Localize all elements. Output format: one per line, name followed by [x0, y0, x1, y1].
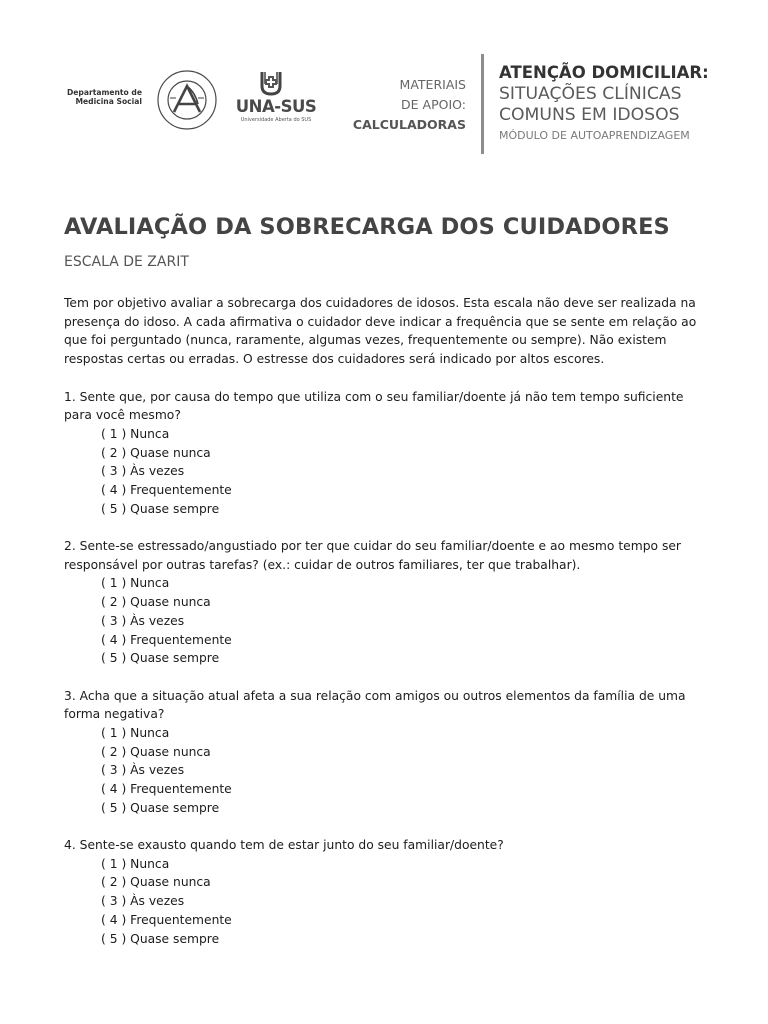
module-line-1: SITUAÇÕES CLÍNICAS — [499, 84, 682, 104]
module-title: ATENÇÃO DOMICILIAR: — [499, 63, 709, 82]
unasus-name: UNA-SUS — [235, 97, 317, 116]
answer-option: ( 1 ) Nunca — [101, 725, 170, 740]
answer-option: ( 4 ) Frequentemente — [101, 912, 232, 927]
answer-options — [64, 855, 714, 948]
unasus-logo — [234, 70, 318, 128]
question-text: 2. Sente-se estressado/angustiado por ter que cuidar do seu familiar/doente e ao mesmo tempo ser responsável por outras tarefas? (ex.: cuidar de outros familiares, ter que trabalhar). — [64, 539, 681, 572]
answer-option: ( 4 ) Frequentemente — [101, 482, 232, 497]
module-line-2: COMUNS EM IDOSOS — [499, 105, 680, 125]
answer-option: ( 2 ) Quase nunca — [101, 875, 211, 890]
ufpel-seal-logo — [152, 68, 222, 132]
question-text: 3. Acha que a situação atual afeta a sua relação com amigos ou outros elementos da família de uma forma negativa? — [64, 688, 686, 722]
answer-option: ( 5 ) Quase sempre — [101, 800, 220, 815]
materials-line-3: CALCULADORAS — [352, 117, 466, 132]
answer-options — [64, 425, 714, 518]
question-2 — [64, 537, 714, 668]
document-header — [0, 0, 768, 170]
question-3 — [64, 687, 714, 818]
answer-option: ( 3 ) Às vezes — [101, 763, 185, 778]
answer-option: ( 3 ) Às vezes — [101, 464, 185, 479]
answer-option: ( 4 ) Frequentemente — [101, 782, 232, 797]
answer-option: ( 5 ) Quase sempre — [101, 931, 220, 946]
question-4 — [64, 836, 714, 948]
answer-option: ( 1 ) Nunca — [101, 426, 170, 441]
answer-option: ( 2 ) Quase nunca — [101, 744, 211, 759]
question-text: 1. Sente que, por causa do tempo que utiliza com o seu familiar/doente já não tem tempo suficiente para você mesmo? — [64, 389, 684, 423]
answer-option: ( 3 ) Às vezes — [101, 894, 185, 909]
materials-line-2: DE APOIO: — [401, 97, 466, 112]
question-1 — [64, 388, 714, 519]
department-label: Departamento de Medicina Social — [66, 88, 142, 106]
answer-option: ( 5 ) Quase sempre — [101, 501, 220, 516]
answer-option: ( 1 ) Nunca — [101, 856, 170, 871]
answer-option: ( 3 ) Às vezes — [101, 613, 185, 628]
answer-option: ( 2 ) Quase nunca — [101, 595, 211, 610]
intro-paragraph: Tem por objetivo avaliar a sobrecarga dos cuidadores de idosos. Esta escala não deve ser realizada na presença do idoso. A cada afirmativa o cuidador deve indicar a frequência que se sente em relação ao que foi perguntado (nunca, raramente, algumas vezes, frequentemente ou sempre). Não existem respostas certas ou erradas. O estresse dos cuidadores será indicado por altos escores. — [64, 296, 697, 367]
header-divider — [481, 54, 484, 154]
answer-option: ( 4 ) Frequentemente — [101, 632, 232, 647]
materials-line-1: MATERIAIS — [399, 77, 466, 92]
question-text: 4. Sente-se exausto quando tem de estar junto do seu familiar/doente? — [64, 838, 504, 853]
support-materials-label — [330, 75, 466, 135]
document-body — [64, 294, 714, 967]
answer-option: ( 2 ) Quase nunca — [101, 445, 211, 460]
page-title: AVALIAÇÃO DA SOBRECARGA DOS CUIDADORES — [64, 214, 670, 240]
page-subtitle: ESCALA DE ZARIT — [64, 254, 189, 270]
answer-option: ( 5 ) Quase sempre — [101, 651, 220, 666]
module-title-block — [499, 62, 761, 144]
answer-options — [64, 724, 714, 817]
module-subtitle: MÓDULO DE AUTOAPRENDIZAGEM — [499, 129, 690, 142]
unasus-subtitle: Universidade Aberta do SUS — [240, 117, 312, 123]
answer-option: ( 1 ) Nunca — [101, 576, 170, 591]
answer-options — [64, 574, 714, 667]
